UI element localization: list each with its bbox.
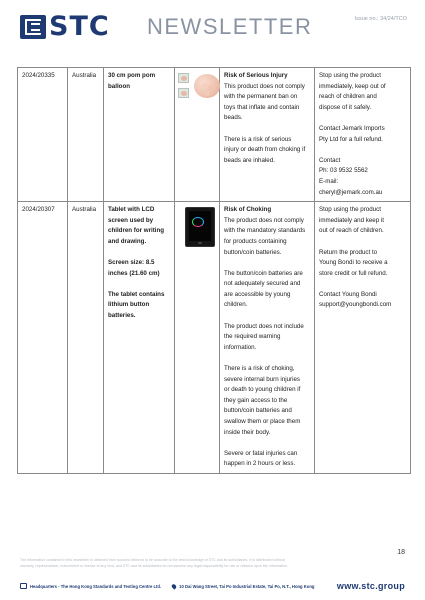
text-line: children for writing bbox=[108, 227, 165, 235]
text-line: Severe or fatal injuries can bbox=[224, 449, 298, 457]
text-line: The product does not include bbox=[224, 322, 304, 330]
website-link[interactable]: www.stc.group bbox=[336, 581, 405, 591]
text-line: beads. bbox=[224, 114, 243, 122]
text-line bbox=[108, 279, 170, 290]
measures-cell bbox=[315, 68, 411, 202]
disclaimer-line: The information contained in this newsletter is obtained from sources believed to be accurate to the best knowledge of STC and its subsidiaries. It is distributed without bbox=[20, 558, 285, 562]
text-line: balloon bbox=[108, 82, 130, 90]
stc-logo bbox=[20, 11, 110, 42]
text-line: inches (21.60 cm) bbox=[108, 269, 160, 277]
text-line: with the permanent ban on bbox=[224, 93, 298, 101]
text-line: Contact bbox=[319, 156, 341, 164]
text-line: information. bbox=[224, 343, 257, 351]
hazard-cell bbox=[220, 68, 315, 202]
text-line: children. bbox=[224, 301, 248, 309]
page-header bbox=[0, 0, 425, 52]
text-line: with the mandatory standards bbox=[224, 227, 306, 235]
text-line: beads are inhaled. bbox=[224, 156, 275, 164]
product-image-cell bbox=[175, 68, 220, 202]
text-line: 30 cm pom pom bbox=[108, 72, 156, 79]
text-line: are accessible by young bbox=[224, 290, 291, 298]
text-line: swallow them or place them bbox=[224, 418, 301, 425]
text-line: Stop using the product bbox=[319, 72, 381, 79]
country: Australia bbox=[68, 68, 104, 202]
notification-number: 2024/20307 bbox=[18, 202, 68, 474]
text-line: E-mail: bbox=[319, 177, 339, 185]
text-line: they gain access to the bbox=[224, 396, 288, 404]
lcd-tablet-image bbox=[177, 205, 217, 251]
table-row bbox=[18, 68, 411, 202]
text-line bbox=[319, 145, 406, 156]
text-line: and drawing. bbox=[108, 237, 147, 245]
text-line: button/coin batteries. bbox=[224, 248, 282, 256]
text-line: The tablet contains bbox=[108, 290, 165, 298]
text-line: Contact Young Bondi bbox=[319, 290, 377, 298]
text-line: Pty Ltd for a full refund. bbox=[319, 135, 383, 143]
text-line: screen used by bbox=[108, 216, 154, 224]
text-line: This product does not comply bbox=[224, 82, 305, 90]
logo-text: STC bbox=[49, 11, 110, 42]
text-line: The button/coin batteries are bbox=[224, 269, 303, 277]
disclaimer-line: warranty, representation, inducement or license of any kind, and STC and its subsidiaries do not assume any legal responsibility for use or reliance upon the information. bbox=[20, 563, 288, 568]
text-line: Ph: 03 9532 5562 bbox=[319, 167, 368, 175]
text-line: There is a risk of serious bbox=[224, 135, 292, 143]
text-line: dispose of it safely. bbox=[319, 103, 372, 111]
text-line: not adequately secured and bbox=[224, 280, 301, 288]
text-line: The product does not comply bbox=[224, 216, 304, 224]
headquarters-text: Headquarters - The Hong Kong Standards and Testing Centre Ltd. bbox=[30, 583, 162, 589]
text-line: Young Bondi to receive a bbox=[319, 259, 388, 267]
issue-number: Issue no.: 34/24/TCO bbox=[354, 16, 407, 22]
text-line: Contact Jemark Imports bbox=[319, 124, 385, 132]
disclaimer bbox=[20, 558, 400, 569]
text-line bbox=[224, 438, 310, 449]
notification-number: 2024/20335 bbox=[18, 68, 68, 202]
measures-cell bbox=[315, 202, 411, 474]
text-line bbox=[224, 124, 310, 135]
hazard-cell bbox=[220, 202, 315, 474]
text-line: toys that inflate and contain bbox=[224, 103, 300, 111]
text-line: There is a risk of choking, bbox=[224, 365, 295, 373]
text-line: reach of children and bbox=[319, 93, 377, 101]
text-line: batteries. bbox=[108, 312, 136, 320]
text-line: happen in 2 hours or less. bbox=[224, 460, 296, 468]
text-line: Stop using the product bbox=[319, 206, 381, 214]
text-line: Tablet with LCD bbox=[108, 206, 155, 214]
hazard-title: Risk of Serious Injury bbox=[224, 72, 288, 79]
footer-bar bbox=[20, 580, 405, 592]
text-line: out of reach of children. bbox=[319, 227, 384, 235]
text-line bbox=[224, 311, 310, 322]
text-line: the required warning bbox=[224, 333, 281, 341]
text-line bbox=[224, 258, 310, 269]
table-row bbox=[18, 202, 411, 474]
hazard-description bbox=[224, 82, 310, 167]
text-line: lithium button bbox=[108, 301, 150, 309]
text-line bbox=[108, 248, 170, 259]
headquarters-icon bbox=[20, 583, 27, 589]
text-line: severe internal burn injuries bbox=[224, 375, 301, 383]
text-line: Return the product to bbox=[319, 248, 378, 256]
text-line: immediately, keep out of bbox=[319, 82, 386, 90]
text-line bbox=[319, 113, 406, 124]
product-image-cell bbox=[175, 202, 220, 474]
location-pin-icon bbox=[171, 583, 177, 589]
stc-logo-icon bbox=[20, 15, 46, 39]
page-number: 18 bbox=[397, 549, 405, 556]
text-line bbox=[224, 353, 310, 364]
text-line: or death to young children if bbox=[224, 386, 301, 394]
country: Australia bbox=[68, 202, 104, 474]
text-line: injury or death from choking if bbox=[224, 146, 306, 154]
text-line: immediately and keep it bbox=[319, 216, 385, 224]
text-line bbox=[319, 237, 406, 248]
text-line: cheryl@jemark.com.au bbox=[319, 188, 383, 196]
product-name bbox=[104, 68, 175, 202]
address-text: 10 Dai Wang Street, Tai Po Industrial Estate, Tai Po, N.T., Hong Kong bbox=[179, 583, 315, 589]
newsletter-title: NEWSLETTER bbox=[147, 14, 313, 39]
text-line bbox=[319, 279, 406, 290]
product-name bbox=[104, 202, 175, 474]
text-line: store credit or full refund. bbox=[319, 269, 388, 277]
text-line: Screen size: 8.5 bbox=[108, 259, 155, 267]
hazard-description bbox=[224, 216, 310, 470]
text-line: inside their body. bbox=[224, 428, 271, 436]
text-line: for products containing bbox=[224, 237, 287, 245]
text-line: button/coin batteries and bbox=[224, 407, 292, 415]
hazard-title: Risk of Choking bbox=[224, 206, 272, 214]
product-recall-table bbox=[17, 67, 411, 474]
pom-pom-balloon-image bbox=[177, 71, 217, 107]
text-line: support@youngbondi.com bbox=[319, 301, 392, 309]
